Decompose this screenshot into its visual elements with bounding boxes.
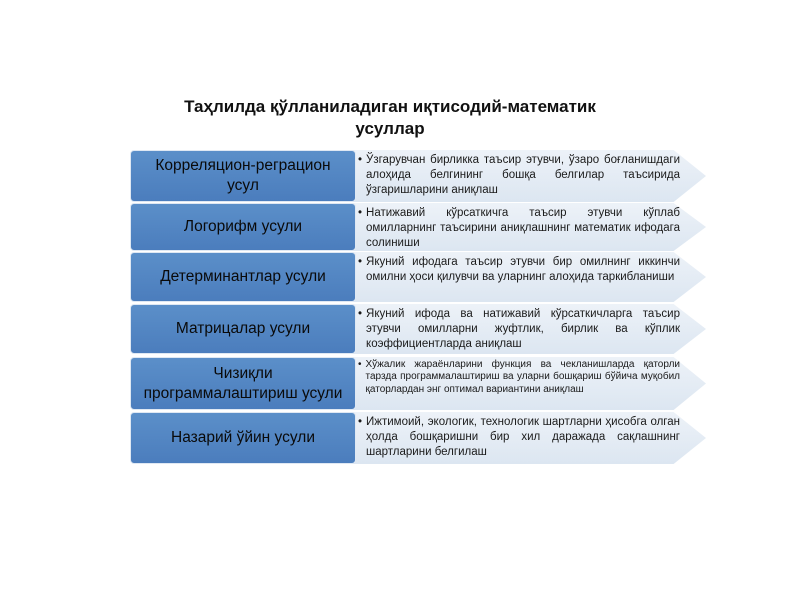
method-box: Чизиқли программалаштириш усули: [130, 357, 356, 410]
description-text: Хўжалик жараёнларини функция ва чекланишларда қаторли тарзда программалаштириш ва уларни бошқариш бўйича муқобил қаторлардан энг оптимал вариантини аниқлаш: [365, 359, 680, 395]
description-text: Якуний ифода ва натижавий кўрсаткичларга таъсир этувчи омилларни жуфтлик, бирлик ва кўплик коэффициентларда аниқлаш: [366, 308, 680, 350]
method-row-matrix: [0, 304, 800, 354]
bullet-marker: •: [358, 308, 363, 320]
description-text: Ўзгарувчан бирликка таъсир этувчи, ўзаро боғланишдаги алоҳида белгининг бошқа белгилар таъсирида ўзгаришларини аниқлаш: [366, 154, 680, 196]
bullet-marker: •: [358, 207, 363, 219]
method-description: [358, 206, 680, 251]
method-box: Матрицалар усули: [130, 304, 356, 354]
description-text: Натижавий кўрсаткичга таъсир этувчи кўплаб омилларнинг таъсирини аниқлашнинг математик ифодага солиниши: [366, 207, 680, 249]
bullet-marker: •: [358, 256, 363, 268]
method-box: Корреляцион-реграцион усул: [130, 150, 356, 202]
method-row-correlation: [0, 150, 800, 202]
method-description: [358, 255, 680, 285]
method-description: [358, 307, 680, 352]
bullet-marker: •: [358, 359, 362, 370]
method-row-determinant: [0, 252, 800, 302]
method-row-game-theory: [0, 412, 800, 464]
bullet-marker: •: [358, 416, 363, 428]
description-text: Якуний ифодага таъсир этувчи бир омилнинг иккинчи омилни ҳоси қилувчи ва уларнинг алоҳида таркибланиши: [366, 256, 680, 283]
method-description: [358, 415, 680, 460]
diagram-title: Таҳлилда қўлланиладиган иқтисодий-математик усуллар: [184, 97, 596, 138]
method-box: Назарий ўйин усули: [130, 412, 356, 464]
method-description: [358, 153, 680, 198]
method-row-linear-programming: [0, 357, 800, 410]
method-box: Детерминантлар усули: [130, 252, 356, 302]
bullet-marker: •: [358, 154, 363, 166]
method-row-logarithm: [0, 203, 800, 251]
method-description: [358, 359, 680, 396]
method-box: Логорифм усули: [130, 203, 356, 251]
description-text: Ижтимоий, экологик, технологик шартларни ҳисобга олган ҳолда бошқаришни бир хил даражада сақлашнинг шартларини белгилаш: [366, 416, 680, 458]
